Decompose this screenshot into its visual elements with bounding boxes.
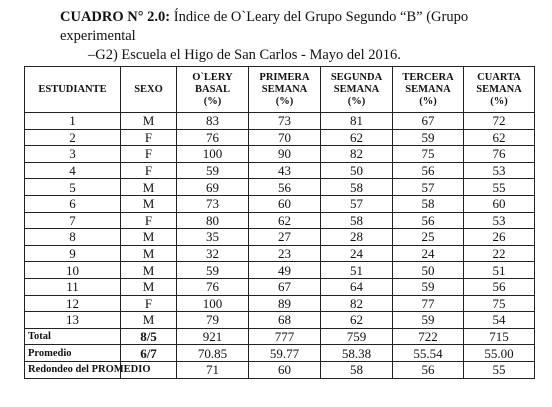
summary-cell: 70.85 [177, 345, 249, 362]
table-cell: 58 [393, 195, 464, 212]
table-cell: 82 [321, 295, 393, 312]
table-cell: 55 [464, 179, 535, 196]
table-cell: M [121, 179, 177, 196]
table-cell: 76 [177, 129, 249, 146]
table-cell: 73 [249, 113, 321, 130]
table-cell: 75 [464, 295, 535, 312]
summary-cell: 56 [393, 361, 464, 378]
table-cell: 1 [25, 113, 121, 130]
table-cell: 23 [249, 245, 321, 262]
table-cell: M [121, 278, 177, 295]
table-cell: 60 [249, 195, 321, 212]
table-cell: 24 [393, 245, 464, 262]
table-cell: F [121, 146, 177, 163]
table-cell: 58 [321, 179, 393, 196]
table-row [25, 179, 535, 196]
table-caption [60, 8, 540, 65]
table-cell: M [121, 245, 177, 262]
table-cell: F [121, 295, 177, 312]
summary-sexo: 8/5 [121, 328, 177, 345]
table-cell: 2 [25, 129, 121, 146]
table-cell: F [121, 212, 177, 229]
header-basal: O`LERY BASAL (%) [177, 67, 249, 113]
summary-sexo: 6/7 [121, 345, 177, 362]
summary-cell: 58.38 [321, 345, 393, 362]
summary-cell: 55.00 [464, 345, 535, 362]
header-estudiante: ESTUDIANTE [25, 67, 121, 113]
table-cell: 77 [393, 295, 464, 312]
table-cell: 56 [393, 212, 464, 229]
table-cell: 26 [464, 229, 535, 246]
table-cell: 90 [249, 146, 321, 163]
caption-label: CUADRO N° 2.0: [60, 9, 171, 25]
table-row [25, 262, 535, 279]
table-cell: 10 [25, 262, 121, 279]
caption-text-line1: Índice de O`Leary del Grupo Segundo “B” (Grupo experimental [60, 9, 469, 44]
table-cell: F [121, 162, 177, 179]
summary-label: Promedio [25, 345, 121, 362]
table-cell: 62 [321, 312, 393, 329]
header-sexo: SEXO [121, 67, 177, 113]
header-semana1: PRIMERA SEMANA (%) [249, 67, 321, 113]
table-cell: M [121, 195, 177, 212]
header-semana3: TERCERA SEMANA (%) [393, 67, 464, 113]
table-cell: 9 [25, 245, 121, 262]
summary-row [25, 345, 535, 362]
header-row [25, 67, 535, 113]
table-cell: 68 [249, 312, 321, 329]
table-cell: 83 [177, 113, 249, 130]
table-cell: 6 [25, 195, 121, 212]
summary-row [25, 328, 535, 345]
table-cell: 28 [321, 229, 393, 246]
table-cell: 69 [177, 179, 249, 196]
summary-cell: 60 [249, 361, 321, 378]
table-cell: 56 [393, 162, 464, 179]
table-cell: 5 [25, 179, 121, 196]
table-cell: 51 [464, 262, 535, 279]
summary-label: Total [25, 328, 121, 345]
summary-cell: 921 [177, 328, 249, 345]
table-row [25, 113, 535, 130]
table-cell: 32 [177, 245, 249, 262]
caption-text-line2: –G2) Escuela el Higo de San Carlos - Mayo del 2016. [88, 47, 401, 63]
table-cell: 53 [464, 162, 535, 179]
summary-cell: 722 [393, 328, 464, 345]
table-cell: 59 [393, 312, 464, 329]
table-cell: 50 [321, 162, 393, 179]
table-cell: 56 [249, 179, 321, 196]
table-cell: 100 [177, 146, 249, 163]
table-cell: 67 [249, 278, 321, 295]
table-cell: 58 [321, 212, 393, 229]
summary-cell: 71 [177, 361, 249, 378]
table-cell: 100 [177, 295, 249, 312]
table-row [25, 312, 535, 329]
table-cell: 11 [25, 278, 121, 295]
summary-cell: 58 [321, 361, 393, 378]
table-row [25, 162, 535, 179]
oleary-index-table [24, 66, 535, 379]
table-row [25, 212, 535, 229]
table-cell: 75 [393, 146, 464, 163]
table-row [25, 229, 535, 246]
table-cell: 54 [464, 312, 535, 329]
table-cell: 24 [321, 245, 393, 262]
table-body [25, 113, 535, 379]
table-cell: 57 [393, 179, 464, 196]
table-cell: 49 [249, 262, 321, 279]
table-cell: 59 [177, 162, 249, 179]
table-cell: 81 [321, 113, 393, 130]
table-cell: 62 [321, 129, 393, 146]
table-cell: 70 [249, 129, 321, 146]
table-cell: 3 [25, 146, 121, 163]
summary-cell: 715 [464, 328, 535, 345]
table-cell: 7 [25, 212, 121, 229]
table-cell: 72 [464, 113, 535, 130]
table-cell: 53 [464, 212, 535, 229]
table-cell: 59 [393, 129, 464, 146]
table-cell: 35 [177, 229, 249, 246]
summary-cell: 759 [321, 328, 393, 345]
table-cell: 62 [249, 212, 321, 229]
table-cell: 80 [177, 212, 249, 229]
table-cell: 51 [321, 262, 393, 279]
summary-cell: 59.77 [249, 345, 321, 362]
table-cell: 89 [249, 295, 321, 312]
table-cell: 73 [177, 195, 249, 212]
table-cell: 76 [464, 146, 535, 163]
table-cell: 59 [393, 278, 464, 295]
table-row [25, 146, 535, 163]
table-cell: F [121, 129, 177, 146]
table-cell: 57 [321, 195, 393, 212]
table-row [25, 278, 535, 295]
table-cell: 79 [177, 312, 249, 329]
header-semana2: SEGUNDA SEMANA (%) [321, 67, 393, 113]
table-row [25, 245, 535, 262]
table-row [25, 195, 535, 212]
summary-cell: 55 [464, 361, 535, 378]
table-cell: 60 [464, 195, 535, 212]
table-cell: 27 [249, 229, 321, 246]
table-cell: 8 [25, 229, 121, 246]
summary-cell: 777 [249, 328, 321, 345]
table-row [25, 129, 535, 146]
table-cell: 22 [464, 245, 535, 262]
summary-cell: 55.54 [393, 345, 464, 362]
table-cell: 50 [393, 262, 464, 279]
table-cell: 59 [177, 262, 249, 279]
table-cell: 62 [464, 129, 535, 146]
table-cell: M [121, 229, 177, 246]
summary-row [25, 361, 535, 378]
table-cell: 13 [25, 312, 121, 329]
table-cell: M [121, 113, 177, 130]
table-cell: 82 [321, 146, 393, 163]
table-cell: 64 [321, 278, 393, 295]
table-cell: 56 [464, 278, 535, 295]
table-cell: 67 [393, 113, 464, 130]
table-cell: M [121, 262, 177, 279]
table-cell: M [121, 312, 177, 329]
table-cell: 4 [25, 162, 121, 179]
table-cell: 25 [393, 229, 464, 246]
table-cell: 76 [177, 278, 249, 295]
header-semana4: CUARTA SEMANA (%) [464, 67, 535, 113]
summary-label: Redondeo del PROMEDIO [25, 361, 121, 378]
table-row [25, 295, 535, 312]
table-cell: 43 [249, 162, 321, 179]
table-cell: 12 [25, 295, 121, 312]
